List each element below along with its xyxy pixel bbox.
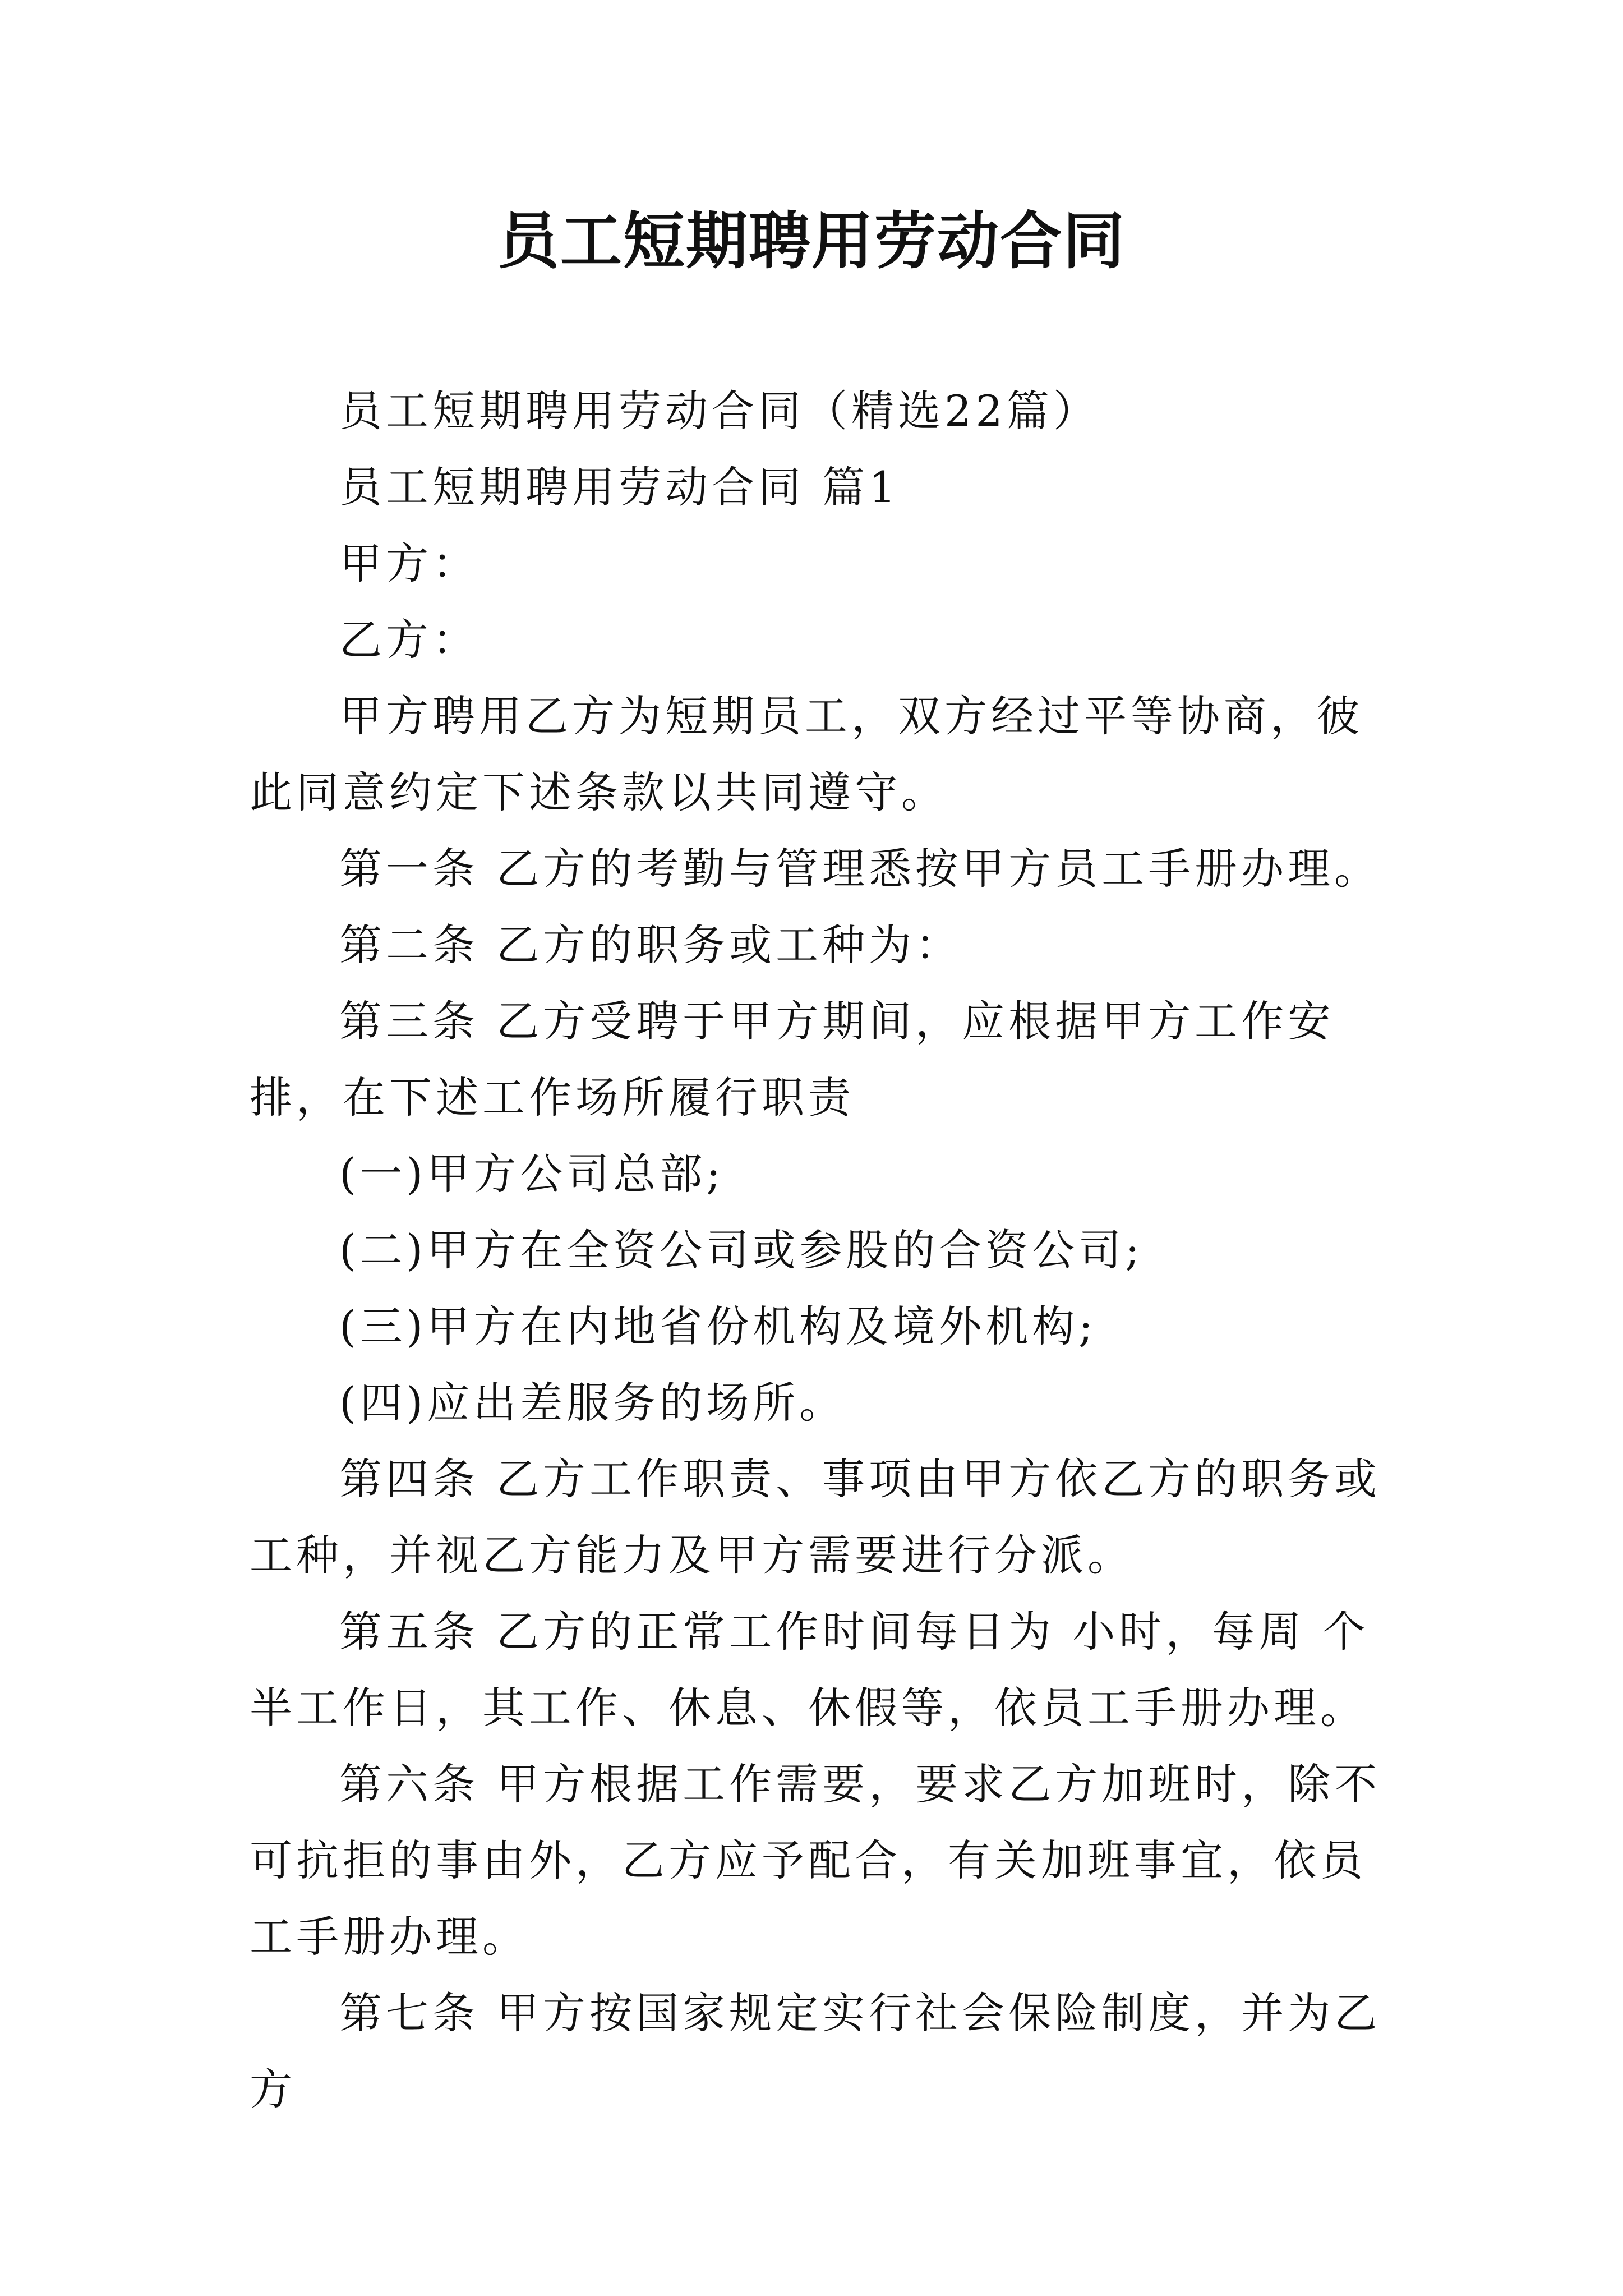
paragraph-article-6: 第六条 甲方根据工作需要，要求乙方加班时，除不可抗拒的事由外，乙方应予配合，有关加班事宜，依员工手册办理。: [250, 1759, 1381, 1962]
paragraph-article-5: 第五条 乙方的正常工作时间每日为 小时，每周 个半工作日，其工作、休息、休假等，依员工手册办理。: [250, 1607, 1370, 1733]
paragraph-article-7: 第七条 甲方按国家规定实行社会保险制度，并为乙方: [250, 1988, 1381, 2114]
paragraph-article-1: 第一条 乙方的考勤与管理悉按甲方员工手册办理。: [339, 844, 1381, 894]
document-body: [250, 373, 1394, 2128]
paragraph-party-a: 甲方：: [339, 539, 479, 588]
paragraph-list-item-4: (四)应出差服务的场所。: [339, 1378, 846, 1428]
paragraph-article-2: 第二条 乙方的职务或工种为：: [339, 920, 962, 970]
document-title: 员工短期聘用劳动合同: [497, 205, 1126, 277]
paragraph-article-4: 第四条 乙方工作职责、事项由甲方依乙方的职务或工种，并视乙方能力及甲方需要进行分派。: [250, 1454, 1381, 1580]
paragraph-article-3: 第三条 乙方受聘于甲方期间，应根据甲方工作安排，在下述工作场所履行职责: [250, 996, 1335, 1122]
paragraph-party-b: 乙方：: [339, 615, 479, 665]
paragraph-list-item-1: (一)甲方公司总部;: [339, 1149, 725, 1199]
paragraph-list-item-2: (二)甲方在全资公司或参股的合资公司;: [339, 1225, 1144, 1275]
paragraph-subtitle: 员工短期聘用劳动合同（精选22篇）: [339, 386, 1100, 436]
paragraph-list-item-3: (三)甲方在内地省份机构及境外机构;: [339, 1301, 1097, 1351]
paragraph-preamble: 甲方聘用乙方为短期员工，双方经过平等协商，彼此同意约定下述条款以共同遵守。: [250, 691, 1363, 817]
paragraph-section-heading: 员工短期聘用劳动合同 篇1: [339, 462, 900, 512]
